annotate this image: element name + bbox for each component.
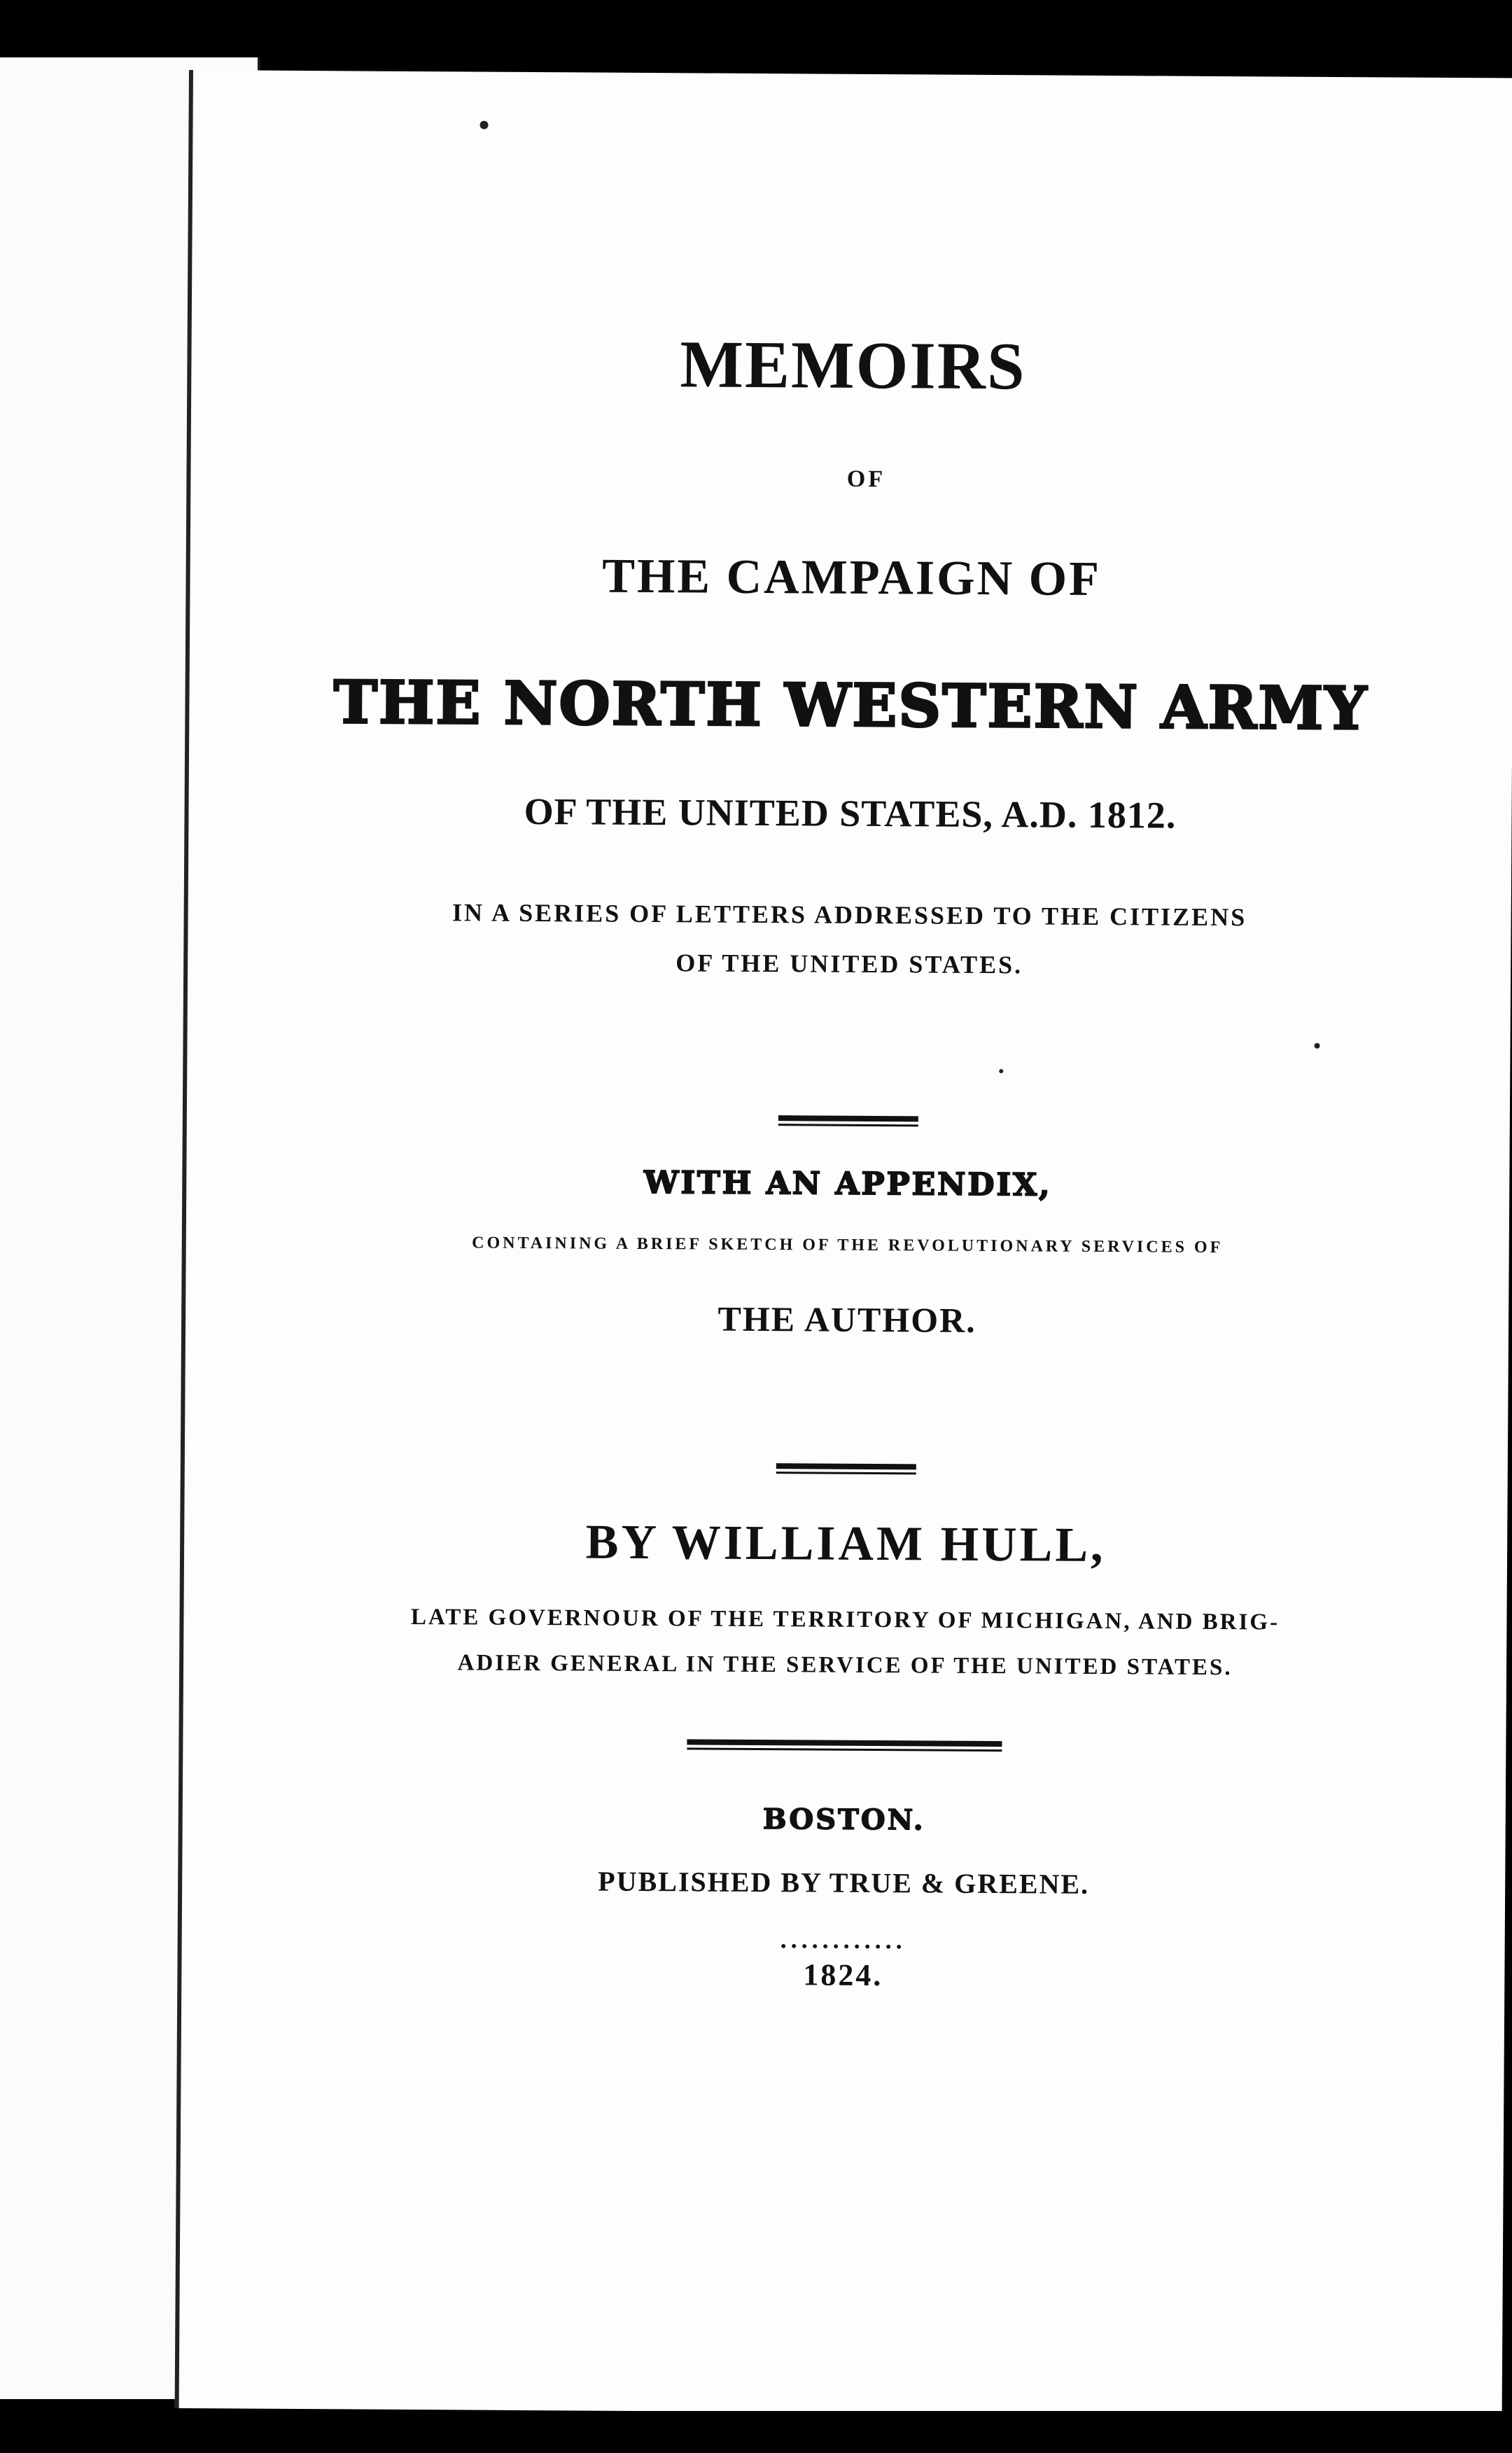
author-title-line-2: ADIER GENERAL IN THE SERVICE OF THE UNITED STATES. bbox=[457, 1650, 1233, 1681]
the-author-line: THE AUTHOR. bbox=[718, 1299, 976, 1340]
divider-rule-2 bbox=[776, 1463, 916, 1474]
nation-date-line: OF THE UNITED STATES, A.D. 1812. bbox=[524, 790, 1177, 837]
series-line-1: IN A SERIES OF LETTERS ADDRESSED TO THE CITIZENS bbox=[451, 898, 1247, 932]
imprint-year: 1824. bbox=[803, 1957, 883, 1993]
army-line: THE NORTH WESTERN ARMY bbox=[333, 667, 1368, 743]
ink-speck bbox=[479, 121, 488, 130]
scan-bottom-edge bbox=[0, 2411, 1512, 2453]
imprint-publisher: PUBLISHED BY TRUE & GREENE. bbox=[598, 1865, 1090, 1900]
book-title: MEMOIRS bbox=[680, 326, 1026, 404]
author-byline: BY WILLIAM HULL, bbox=[585, 1515, 1106, 1573]
author-title-line-1: LATE GOVERNOUR OF THE TERRITORY OF MICHIGAN, AND BRIG- bbox=[410, 1604, 1280, 1635]
divider-rule-3 bbox=[687, 1739, 1002, 1752]
series-line-2: OF THE UNITED STATES. bbox=[676, 949, 1023, 979]
ink-speck bbox=[1314, 1043, 1320, 1049]
title-connector-of: OF bbox=[846, 466, 886, 493]
dotted-ornament: ............ bbox=[780, 1925, 906, 1955]
appendix-line: WITH AN APPENDIX, bbox=[643, 1165, 1052, 1203]
imprint-city: BOSTON. bbox=[762, 1803, 925, 1837]
containing-line: CONTAINING A BRIEF SKETCH OF THE REVOLUTIONARY SERVICES OF bbox=[472, 1234, 1224, 1257]
campaign-line: THE CAMPAIGN OF bbox=[602, 549, 1102, 606]
title-page bbox=[175, 70, 1512, 2417]
ink-speck bbox=[999, 1069, 1003, 1073]
divider-rule-1 bbox=[778, 1115, 918, 1126]
